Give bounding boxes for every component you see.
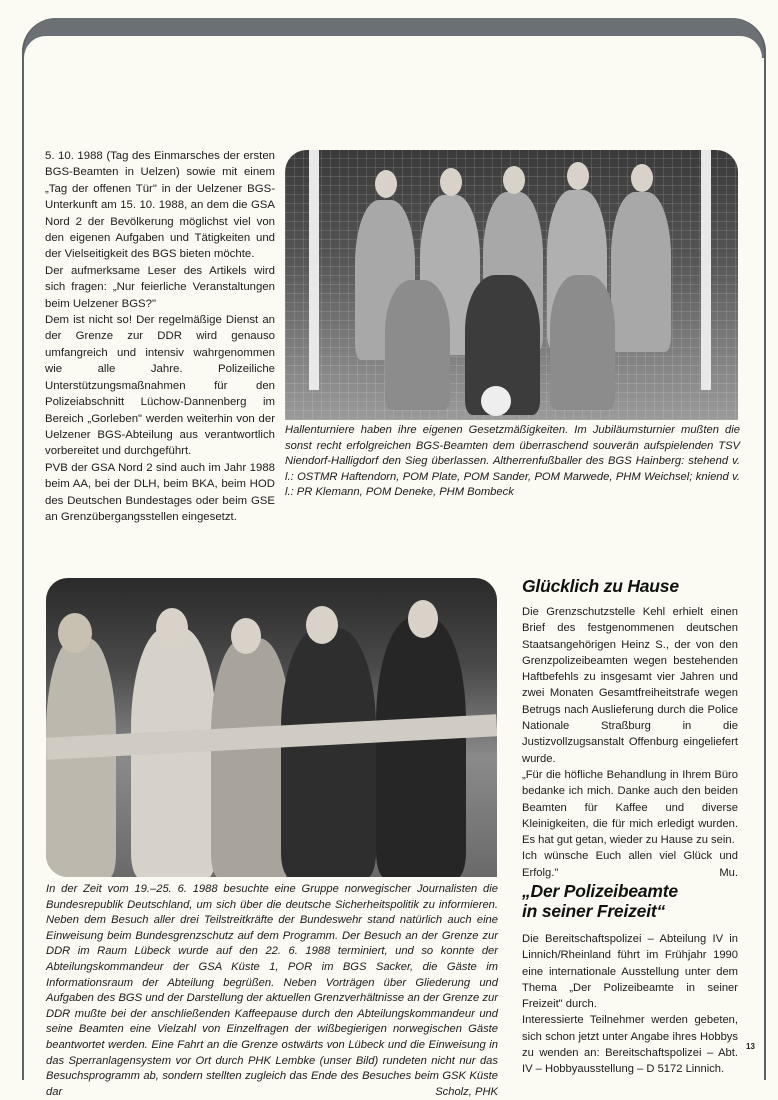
- page-number: 13: [746, 1042, 755, 1051]
- article-title-happy: Glücklich zu Hause: [522, 576, 679, 596]
- journalists-border-photo: [46, 578, 497, 877]
- article-freetime-body: Die Bereitschaftspolizei – Abteilung IV in Linnich/Rheinland führt im Frühjahr 1990 eine internationale Ausstellung unter dem Thema „Der Polizeibeamte in seiner Freizeit" durch. Interessierte Teilnehmer werden gebeten, sich schon jetzt unter Angabe ihres Hobbys zu wenden an: Bereitschaftspolizei – Abt. IV – Hobbyausstellung – D 5172 Linnich.: [522, 933, 738, 1076]
- caption-author: Scholz, PHK: [435, 1085, 498, 1098]
- left-column-text: [45, 148, 275, 525]
- paragraph: Der aufmerksame Leser des Artikels wird sich fragen: „Nur feierliche Veranstaltungen beim Uelzener BGS?": [45, 264, 275, 310]
- football-photo-caption: Hallenturniere haben ihre eigenen Gesetzmäßigkeiten. Im Jubiläumsturnier mußten die sonst recht erfolgreichen BGS-Beamten dem überraschend souverän aufspielenden TSV Niendorf-Halligdorf den Sieg überlassen. Altherrenfußballer des BGS Hainberg: stehend v. l.: OSTMR Haftendorn, POM Plate, POM Sander, POM Marwede, PHM Weichsel; kniend v. l.: PR Klemann, POM Deneke, PHM Bombeck: [285, 424, 740, 499]
- journalists-photo-caption: In der Zeit vom 19.–25. 6. 1988 besuchte eine Gruppe norwegischer Journalisten die Bundesrepublik Deutschland, um sich über die deutsche Sicherheitspolitik zu informieren. Neben dem Besuch aller drei Teilstreitkräfte der Bundeswehr stand natürlich auch eine Einweisung beim Bundesgrenzschutz auf dem Programm. Der Besuch an der Grenze zur DDR im Raum Lübeck wurde auf den 22. 6. 1988 terminiert, und so konnte der Abteilungskommandeur der GSA Küste 1, POR im BGS Sacker, die Gäste im Informationsraum der Abteilung begrüßen. Neben Vorträgen über Gliederung und Aufgaben des BGS und der Darstellung der aktuellen Grenzverhältnisse an der Grenze zur DDR mußte bei der anschließenden Kaffeepause durch den Abteilungskommandeur und seine Beamten eine Vielzahl von Einzelfragen der wißbegierigen norwegischen Gäste beantwortet werden. Eine Fahrt an die Grenze ostwärts von Lübeck und die Einweisung in das Sperranlagensystem vor Ort durch PHK Lembke (unser Bild) rundeten nicht nur das Besuchsprogramm ab, sondern stellten zugleich das Ende des Besuches beim GSK Küste dar Scholz, PHK: [46, 882, 498, 1100]
- paragraph: 5. 10. 1988 (Tag des Einmarsches der ersten BGS-Beamten in Uelzen) sowie mit einem „Tag der offenen Tür" in der Uelzener BGS-Unterkunft am 15. 10. 1988, an dem die GSA Nord 2 der Bevölkerung möglichst viel von den eigenen Aufgaben und Tätigkeiten und der Vielseitigkeit des BGS bieten möchte.: [45, 150, 275, 261]
- football-team-photo: [285, 150, 738, 420]
- paragraph: PVB der GSA Nord 2 sind auch im Jahr 1988 beim AA, bei der DLH, beim BKA, beim HOD des Deutschen Bundestages oder beim GSE an Grenzübergangsstellen eingesetzt.: [45, 461, 275, 523]
- ball: [481, 386, 511, 416]
- article-author: Mu.: [719, 866, 738, 879]
- paragraph: Dem ist nicht so! Der regelmäßige Dienst an der Grenze zur DDR wird genauso umfangreich und intensiv wahrgenommen wie alle Jahre. Polizeiliche Unterstützungsmaßnahmen für den Polizeiabschnitt Lüchow-Dannenberg im Bereich „Gorleben" werden weiterhin von der Uelzener BGS-Abteilung aus verantwortlich vorbereitet und durchgeführt.: [45, 314, 275, 458]
- article-happy-body: Die Grenzschutzstelle Kehl erhielt einen Brief des festgenommenen deutschen Staatsangehörigen Heinz S., der von den Grenzpolizeibeamten wegen bestehenden Haftbefehls zu insgesamt vier Jahren und zwei Monaten Gesamtfreiheitstrafe wegen Betrugs nach Auslieferung durch die Police Nationale Straßburg in die Justizvollzugsanstalt Offenburg eingeliefert wurde. „Für die höfliche Behandlung in Ihrem Büro bedanke ich mich. Danke auch den beiden Beamten für Kaffee und diverse Kleinigkeiten, die für mich erledigt wurden. Es hat gut getan, wieder zu Hause zu sein. Ich wünsche Euch allen viel Glück und Erfolg." Mu.: [522, 604, 738, 881]
- article-title-freetime: „Der Polizeibeamte in seiner Freizeit“: [522, 881, 678, 921]
